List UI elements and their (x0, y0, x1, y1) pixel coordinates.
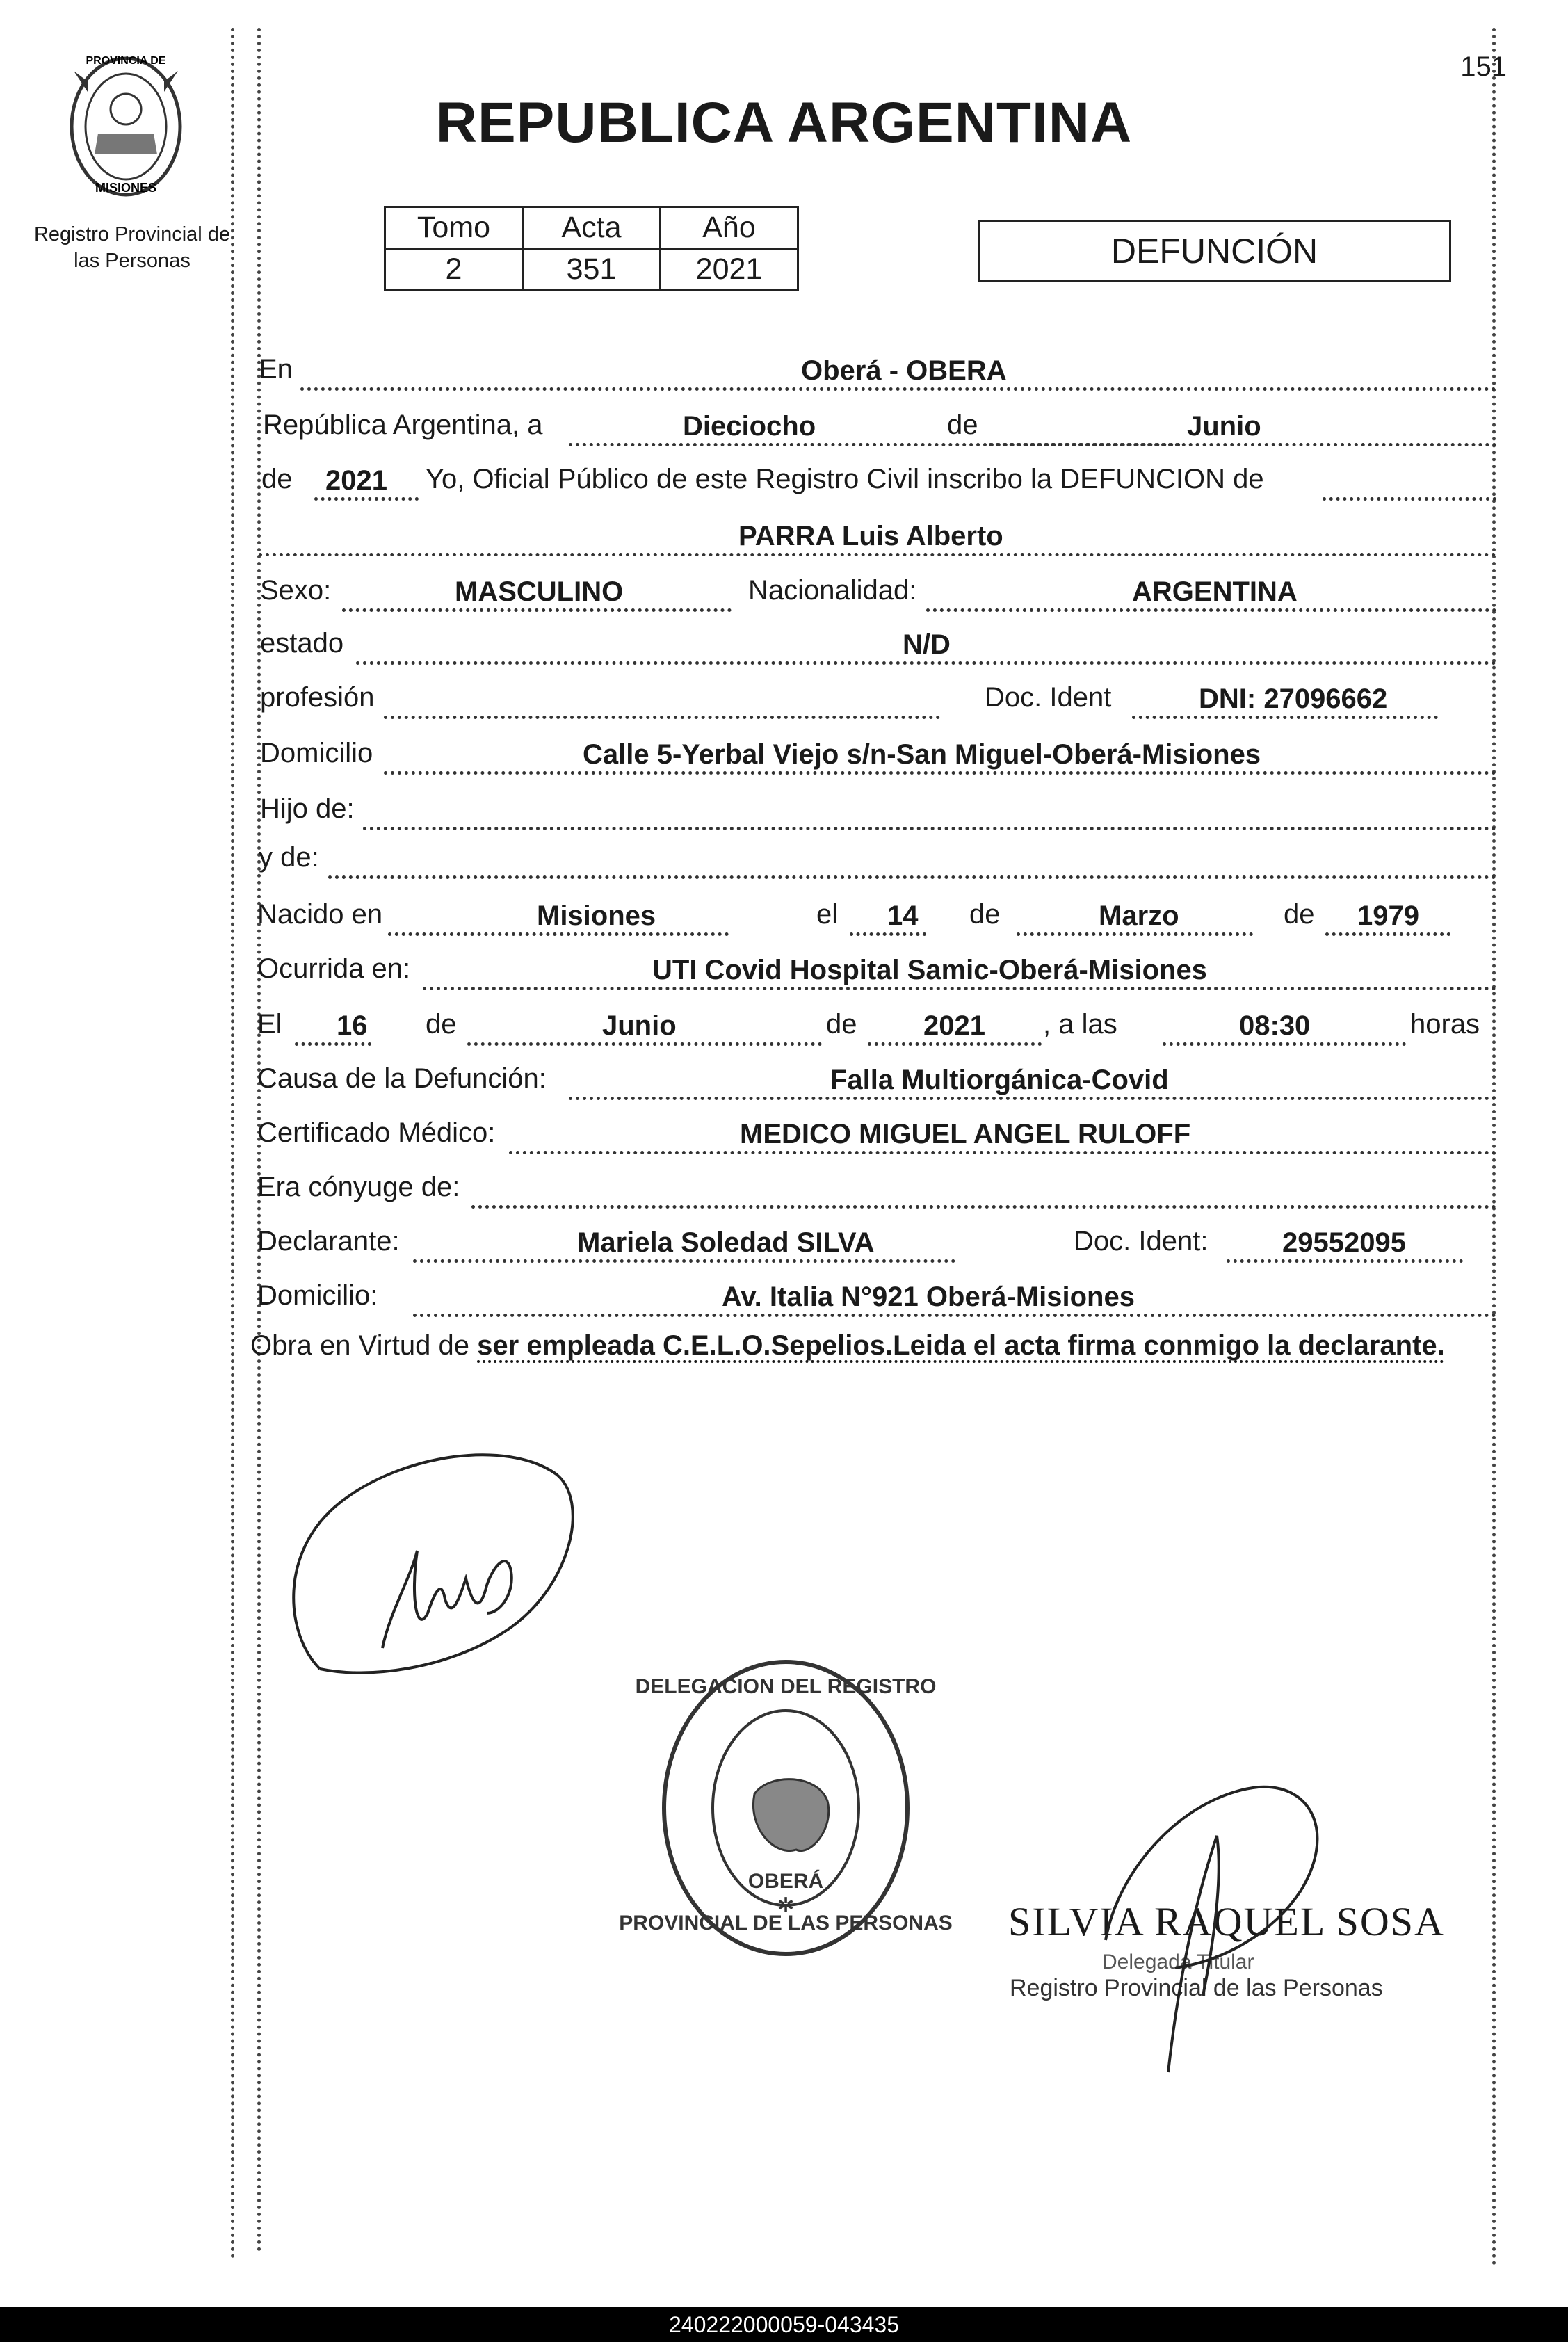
value-obra: ser empleada C.E.L.O.Sepelios.Leida el acta firma conmigo la declarante. (477, 1330, 1445, 1361)
label-obra: Obra en Virtud de (250, 1330, 470, 1361)
label-yo: Yo, Oficial Público de este Registro Civil inscribo la DEFUNCION de (426, 464, 1264, 494)
label-nacionalidad: Nacionalidad: (748, 575, 917, 606)
value-fall-dia: 16 (337, 1010, 368, 1041)
value-declarante-dom: Av. Italia N°921 Oberá-Misiones (722, 1282, 1135, 1312)
value-declarante-doc: 29552095 (1282, 1227, 1406, 1258)
value-sexo: MASCULINO (455, 576, 624, 607)
dotted-line (1323, 497, 1496, 501)
value-nacido-en: Misiones (537, 901, 656, 931)
label-sexo: Sexo: (260, 575, 332, 606)
document-title: REPUBLICA ARGENTINA (435, 91, 1133, 154)
dotted-line (1163, 1042, 1406, 1046)
dotted-line (926, 608, 1496, 612)
record-table (384, 206, 799, 291)
dotted-line (388, 932, 729, 936)
label-el: el (816, 899, 839, 930)
left-outer-margin-line (231, 28, 234, 2260)
value-fall-mes: Junio (602, 1010, 677, 1041)
dotted-line (356, 661, 1496, 665)
dotted-line (384, 771, 1496, 775)
value-fall-anio: 2021 (923, 1010, 985, 1041)
dotted-line (989, 443, 1496, 446)
label-en: En (259, 354, 293, 385)
label-el: El (257, 1009, 282, 1040)
svg-text:DELEGACION DEL REGISTRO: DELEGACION DEL REGISTRO (635, 1675, 937, 1698)
row-hijo-de (259, 786, 1503, 830)
row-fecha-defuncion (259, 1001, 1503, 1046)
dotted-line (342, 608, 732, 612)
label-de: de (261, 464, 293, 494)
label-certificado: Certificado Médico: (257, 1117, 496, 1148)
svg-text:✲: ✲ (777, 1893, 795, 1918)
row-conyuge (259, 1164, 1503, 1209)
row-estado (259, 620, 1503, 665)
row-lugar (259, 346, 1503, 391)
label-profesion: profesión (260, 682, 375, 713)
row-declarante-domicilio (259, 1273, 1503, 1317)
registry-label: Registro Provincial de las Personas (33, 223, 231, 272)
footer-code: 240222000059-043435 (0, 2307, 1568, 2342)
label-republica: República Argentina, a (263, 410, 543, 440)
value-dia: Dieciocho (683, 411, 816, 442)
official-name: SILVIA RAQUEL SOSA (1008, 1899, 1445, 1944)
record-value-row (385, 249, 798, 291)
record-header-tomo: Tomo (385, 207, 523, 249)
value-nacido-dia: 14 (887, 901, 919, 931)
registry-seal-stamp (619, 1655, 953, 1961)
dotted-line (850, 932, 926, 936)
row-profesion (259, 675, 1503, 719)
dotted-line (314, 497, 419, 501)
label-ocurrida-en: Ocurrida en: (257, 953, 411, 984)
dotted-line (1132, 716, 1438, 719)
label-de: de (426, 1009, 457, 1040)
dotted-line (868, 1042, 1042, 1046)
value-lugar: Oberá - OBERA (801, 355, 1007, 386)
value-domicilio: Calle 5-Yerbal Viejo s/n-San Miguel-Oberá-Misiones (583, 739, 1261, 770)
value-medico: MEDICO MIGUEL ANGEL RULOFF (740, 1119, 1191, 1149)
official-signature (1064, 1780, 1342, 2072)
label-hijo-de: Hijo de: (260, 793, 355, 824)
value-estado: N/D (903, 629, 951, 660)
value-hora: 08:30 (1239, 1010, 1311, 1041)
declarante-signature (278, 1439, 584, 1697)
label-de: de (1284, 899, 1315, 930)
label-de: de (969, 899, 1001, 930)
record-value-tomo: 2 (385, 249, 523, 291)
value-nacido-anio: 1979 (1357, 901, 1419, 931)
row-nacimiento (259, 891, 1503, 936)
label-domicilio: Domicilio (260, 738, 373, 768)
record-header-row (385, 207, 798, 249)
row-sexo (259, 567, 1503, 612)
label-a-las: , a las (1043, 1009, 1117, 1040)
row-domicilio (259, 730, 1503, 775)
label-estado: estado (260, 628, 344, 659)
svg-text:OBERÁ: OBERÁ (747, 1870, 824, 1893)
dotted-line (467, 1042, 822, 1046)
record-header-acta: Acta (523, 207, 661, 249)
row-nombre (259, 512, 1503, 556)
row-certificado (259, 1110, 1503, 1154)
dotted-line (384, 716, 940, 719)
label-nacido-en: Nacido en (257, 899, 383, 930)
label-causa: Causa de la Defunción: (257, 1063, 547, 1094)
record-value-acta: 351 (523, 249, 661, 291)
record-header-anio: Año (661, 207, 798, 249)
label-de: de (947, 410, 978, 440)
official-role: Delegada Titular (1102, 1951, 1254, 1973)
dotted-line (363, 827, 1496, 830)
value-anio: 2021 (325, 465, 387, 496)
row-causa (259, 1056, 1503, 1100)
value-nacido-mes: Marzo (1099, 901, 1179, 931)
value-nacionalidad: ARGENTINA (1132, 576, 1298, 607)
dotted-line (259, 553, 1496, 556)
dotted-line (569, 1097, 1496, 1100)
value-causa: Falla Multiorgánica-Covid (830, 1065, 1169, 1095)
value-declarante: Mariela Soledad SILVA (577, 1227, 875, 1258)
dotted-line (413, 1259, 955, 1263)
label-conyuge: Era cónyuge de: (257, 1172, 460, 1202)
label-doc-ident: Doc. Ident: (1074, 1226, 1209, 1257)
label-domicilio: Domicilio: (257, 1280, 378, 1311)
dotted-line (1227, 1259, 1463, 1263)
row-declarante (259, 1218, 1503, 1263)
svg-text:PROVINCIA DE: PROVINCIA DE (86, 55, 166, 67)
value-mes: Junio (1187, 411, 1261, 442)
dotted-line (471, 1205, 1496, 1209)
label-de: de (826, 1009, 857, 1040)
svg-text:PROVINCIAL DE LAS PERSONAS: PROVINCIAL DE LAS PERSONAS (619, 1912, 953, 1935)
official-registry: Registro Provincial de las Personas (1010, 1975, 1383, 2001)
svg-text:MISIONES: MISIONES (95, 181, 157, 195)
obra-paragraph (250, 1327, 1502, 1364)
label-horas: horas (1410, 1009, 1480, 1040)
row-y-de (259, 834, 1503, 879)
label-declarante: Declarante: (257, 1226, 400, 1257)
page-number: 151 (1460, 51, 1507, 82)
record-type-box: DEFUNCIÓN (978, 220, 1451, 282)
value-ocurrida: UTI Covid Hospital Samic-Oberá-Misiones (652, 955, 1207, 985)
value-nombre: PARRA Luis Alberto (738, 521, 1003, 551)
dotted-line (295, 1042, 371, 1046)
record-value-anio: 2021 (661, 249, 798, 291)
dotted-line (1325, 932, 1450, 936)
row-inscripcion (259, 456, 1503, 501)
row-ocurrida (259, 946, 1503, 990)
dotted-line (1017, 932, 1253, 936)
label-doc-ident: Doc. Ident (985, 682, 1112, 713)
dotted-line (300, 387, 1496, 391)
dotted-line (509, 1151, 1496, 1154)
dotted-line (423, 987, 1496, 990)
label-y-de: y de: (259, 842, 319, 873)
dotted-line (413, 1314, 1496, 1317)
value-dni: DNI: 27096662 (1199, 684, 1388, 714)
row-fecha (259, 402, 1503, 446)
dotted-line (328, 875, 1496, 879)
